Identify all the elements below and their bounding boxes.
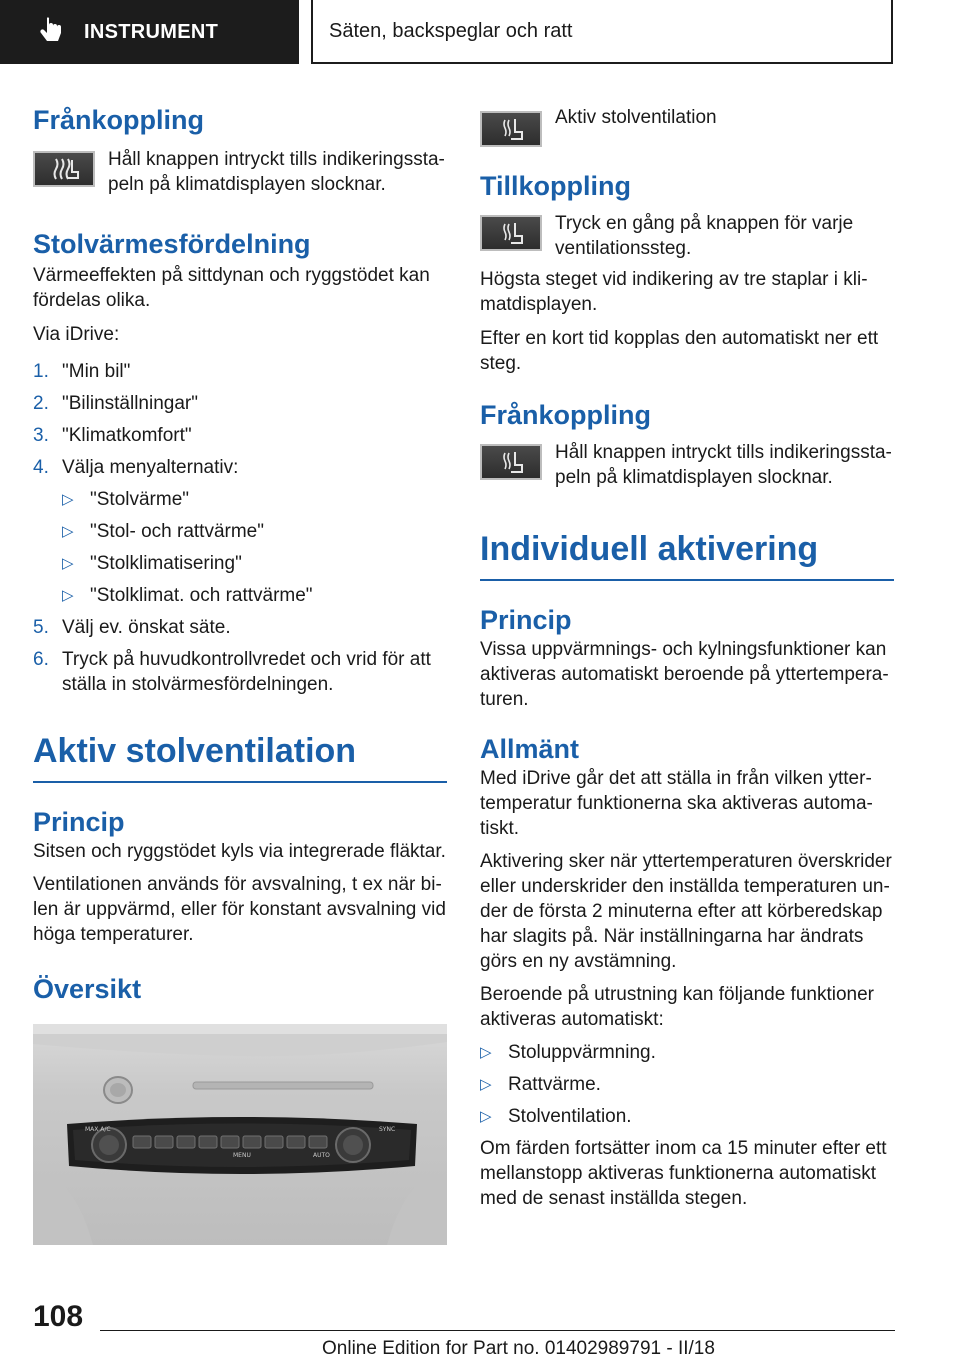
principle-heading-right: Princip bbox=[480, 605, 572, 635]
distribution-text: Värmeeffekten på sittdynan och ryggstödet kan fördelas olika. bbox=[33, 265, 430, 311]
list-item: ▷ Stoluppvärmning. bbox=[480, 1042, 656, 1063]
climate-panel-photo bbox=[33, 1024, 447, 1245]
triangle-bullet-icon: ▷ bbox=[62, 555, 74, 572]
general-text-1: Med iDrive går det att ställa in från vilken yttertemperatur funktionerna ska aktiveras automatiskt. bbox=[480, 768, 873, 839]
ventilation-button-row bbox=[480, 103, 894, 147]
general-text-4: Om färden fortsätter inom ca 15 minuter efter ett mellanstopp aktiveras funktionerna automatiskt med de senast inställda stegen. bbox=[480, 1138, 887, 1209]
seat-ventilation-button-icon bbox=[480, 111, 542, 147]
menu-label: MENU bbox=[233, 1152, 251, 1159]
auto-functions-list bbox=[480, 1040, 894, 1129]
list-item: ▷ "Stolklimat. och rattvärme" bbox=[62, 585, 313, 606]
ventilation-caption: Aktiv stolventilation bbox=[555, 107, 717, 128]
on-heading: Tillkoppling bbox=[480, 171, 631, 201]
page-title: Säten, backspeglar och ratt bbox=[311, 0, 893, 64]
section-tab[interactable] bbox=[0, 0, 299, 64]
list-item: 4. Välja menyalternativ: bbox=[33, 457, 239, 478]
list-item: 1. "Min bil" bbox=[33, 361, 131, 382]
footer-rule bbox=[100, 1330, 895, 1331]
general-text-2: Aktivering sker när yttertemperaturen överskrider eller underskrider den inställda temperaturen under de första 2 minuterna efter att körberedskap har slagits på. När inställningarna har ändrats görs en ny avstämning. bbox=[480, 851, 892, 972]
list-item: 2. "Bilinställningar" bbox=[33, 393, 198, 414]
principle-heading: Princip bbox=[33, 807, 125, 837]
left-column bbox=[33, 103, 447, 1006]
auto-label: AUTO bbox=[313, 1152, 330, 1159]
seat-ventilation-button-icon bbox=[480, 444, 542, 480]
on-text: Tryck en gång på knappen för varje ventilationssteg. bbox=[555, 213, 854, 259]
individual-heading: Individuell aktivering bbox=[480, 530, 819, 568]
on-row bbox=[480, 211, 894, 261]
off-heading-right: Frånkoppling bbox=[480, 400, 651, 430]
distribution-heading: Stolvärmesfördelning bbox=[33, 229, 311, 259]
seat-ventilation-button-icon bbox=[480, 215, 542, 251]
list-item: ▷ Stolventilation. bbox=[480, 1106, 632, 1127]
idrive-steps bbox=[33, 359, 447, 480]
on-text-3: Efter en kort tid kopplas den automatiskt ner ett steg. bbox=[480, 328, 879, 374]
list-item: ▷ "Stol- och rattvärme" bbox=[62, 521, 264, 542]
general-heading: Allmänt bbox=[480, 734, 580, 764]
off-row-right bbox=[480, 440, 894, 490]
via-idrive: Via iDrive: bbox=[33, 324, 120, 345]
max-ac-label: MAX A/C bbox=[85, 1126, 111, 1133]
triangle-bullet-icon: ▷ bbox=[62, 587, 74, 604]
ventilation-heading: Aktiv stolventilation bbox=[33, 732, 357, 770]
section-rule bbox=[480, 579, 894, 581]
off-text-right: Håll knappen intryckt tills indikeringsstapeln på klimatdisplayen slocknar. bbox=[555, 442, 892, 488]
list-item: ▷ "Stolvärme" bbox=[62, 489, 190, 510]
seat-heat-button-icon bbox=[33, 151, 95, 187]
list-item: 5. Välj ev. önskat säte. bbox=[33, 617, 231, 638]
general-text-3: Beroende på utrustning kan följande funktioner aktiveras automatiskt: bbox=[480, 984, 874, 1030]
on-text-2: Högsta steget vid indikering av tre staplar i klimatdisplayen. bbox=[480, 269, 868, 315]
principle-text-2: Ventilationen används för avsvalning, t ex när bilen är uppvärmd, eller för konstant avsvalning vid höga temperaturer. bbox=[33, 874, 446, 945]
off-heading: Frånkoppling bbox=[33, 105, 204, 135]
list-item: 3. "Klimatkomfort" bbox=[33, 425, 192, 446]
overview-heading: Översikt bbox=[33, 974, 142, 1004]
sync-label: SYNC bbox=[379, 1126, 396, 1133]
principle-text-1: Sitsen och ryggstödet kyls via integrerade fläktar. bbox=[33, 841, 446, 862]
triangle-bullet-icon: ▷ bbox=[62, 491, 74, 508]
menu-options bbox=[33, 487, 447, 608]
triangle-bullet-icon: ▷ bbox=[480, 1108, 492, 1125]
off-row bbox=[33, 147, 447, 197]
list-item: 6. Tryck på huvudkontrollvredet och vrid för att ställa in stolvärmesfördelningen. bbox=[33, 649, 431, 695]
hand-pointer-icon bbox=[38, 17, 64, 47]
section-rule bbox=[33, 781, 447, 783]
triangle-bullet-icon: ▷ bbox=[62, 523, 74, 540]
idrive-steps-cont bbox=[33, 615, 447, 697]
off-text: Håll knappen intryckt tills indikeringsstapeln på klimatdisplayen slocknar. bbox=[108, 149, 445, 195]
list-item: ▷ "Stolklimatisering" bbox=[62, 553, 242, 574]
page-number: 108 bbox=[33, 1300, 84, 1333]
principle-text-right: Vissa uppvärmnings- och kylningsfunktioner kan aktiveras automatiskt beroende på yttertemperaturen. bbox=[480, 639, 889, 710]
triangle-bullet-icon: ▷ bbox=[480, 1076, 492, 1093]
section-tab-label: INSTRUMENT bbox=[84, 20, 219, 43]
triangle-bullet-icon: ▷ bbox=[480, 1044, 492, 1061]
edition-text: Online Edition for Part no. 01402989791 - II/18 bbox=[322, 1338, 715, 1359]
list-item: ▷ Rattvärme. bbox=[480, 1074, 601, 1095]
right-column bbox=[480, 103, 894, 1211]
